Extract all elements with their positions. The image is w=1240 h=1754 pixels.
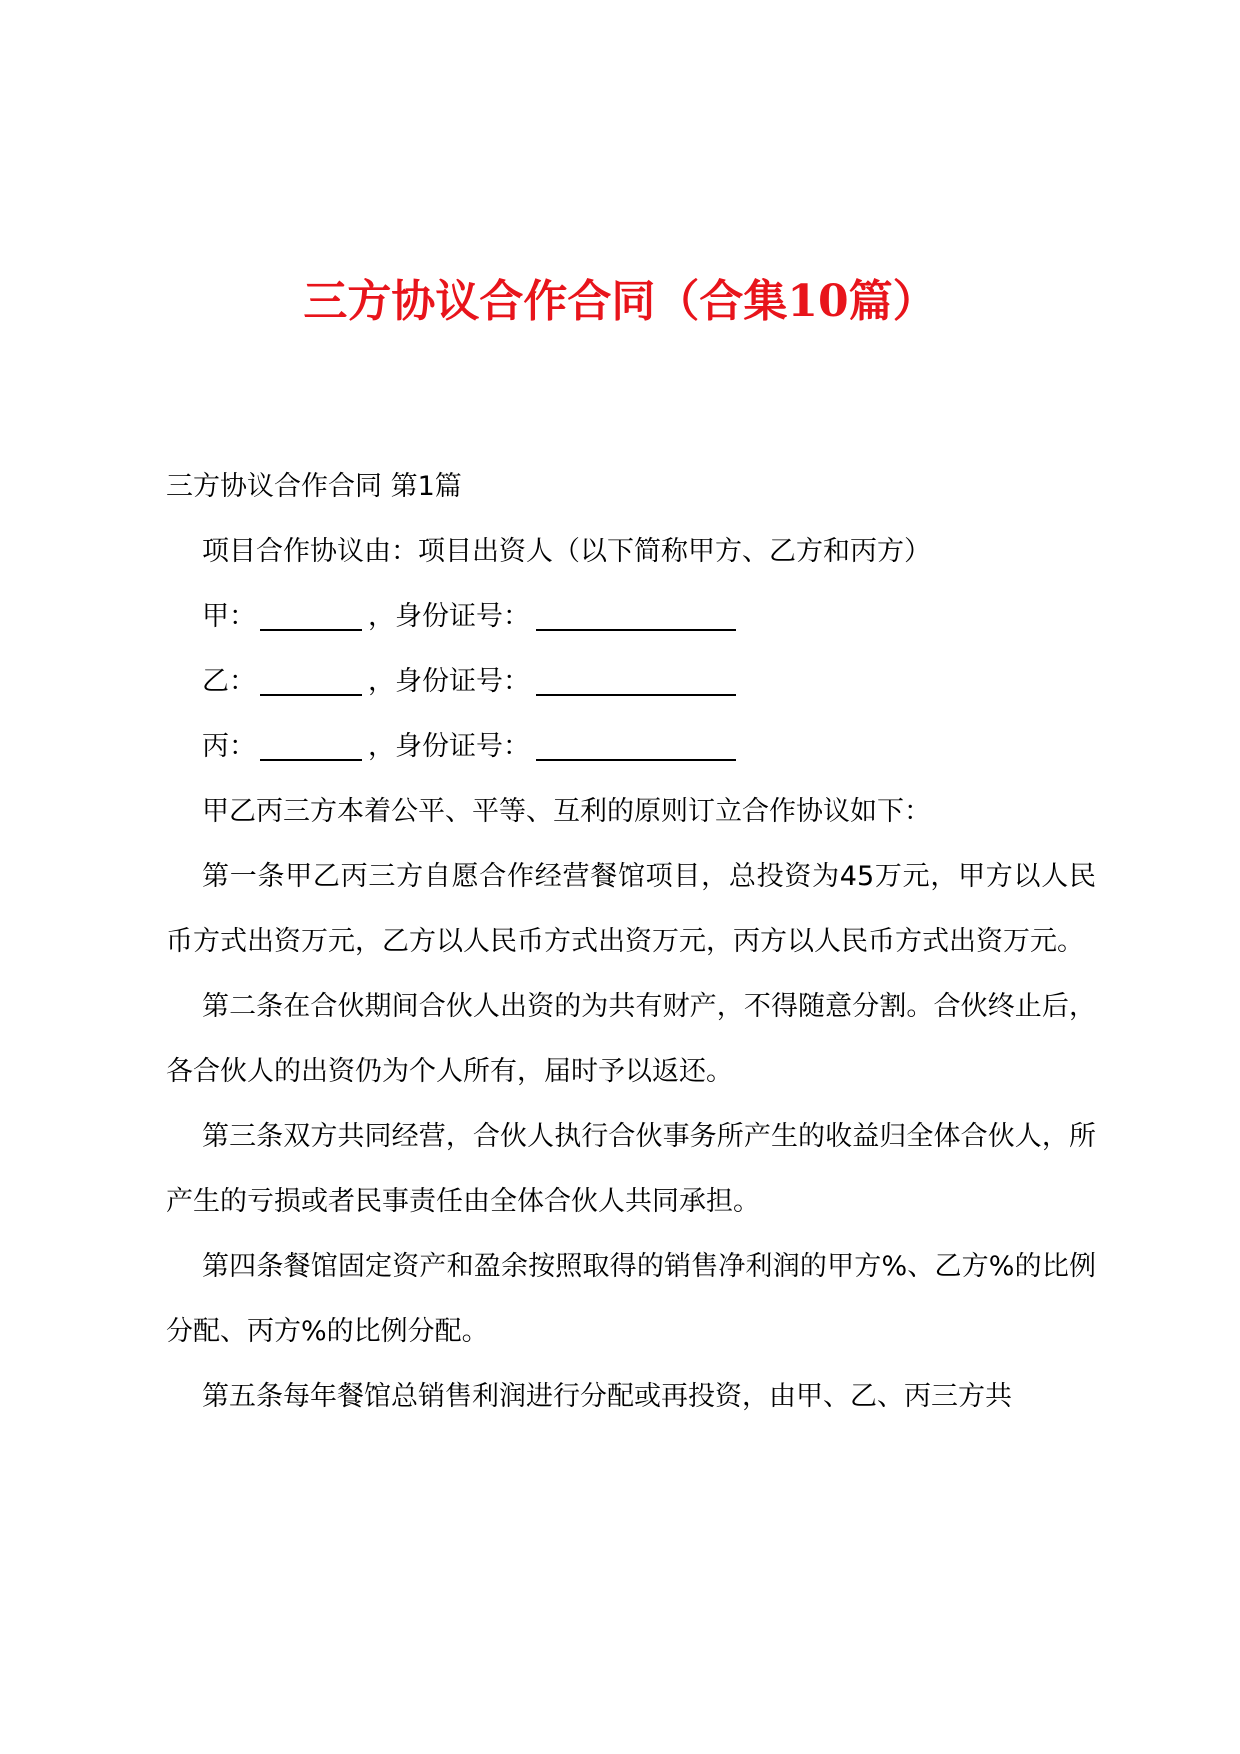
article-4: 第四条餐馆固定资产和盈余按照取得的销售净利润的甲方%、乙方%的比例分配、丙方%的比例分配。 (166, 1251, 1096, 1347)
id-label: ，身份证号： (368, 666, 530, 697)
party-row-jia (166, 584, 1096, 649)
intro-line: 项目合作协议由：项目出资人（以下简称甲方、乙方和丙方） (202, 536, 931, 567)
party-label: 甲： (202, 601, 256, 632)
name-blank (260, 667, 362, 696)
id-blank (536, 732, 736, 761)
party-label: 乙： (202, 666, 256, 697)
id-label: ，身份证号： (368, 601, 530, 632)
section-heading: 三方协议合作合同 第1篇 (166, 471, 462, 502)
id-label: ，身份证号： (368, 731, 530, 762)
name-blank (260, 732, 362, 761)
article-1: 第一条甲乙丙三方自愿合作经营餐馆项目，总投资为45万元，甲方以人民币方式出资万元，乙方以人民币方式出资万元，丙方以人民币方式出资万元。 (166, 861, 1096, 957)
document-body (166, 454, 1096, 1429)
party-row-bing (166, 714, 1096, 779)
name-blank (260, 602, 362, 631)
document-title: 三方协议合作合同（合集10篇） (303, 276, 937, 327)
article-2: 第二条在合伙期间合伙人出资的为共有财产，不得随意分割。合伙终止后，各合伙人的出资仍为个人所有，届时予以返还。 (166, 991, 1096, 1087)
principle-line: 甲乙丙三方本着公平、平等、互利的原则订立合作协议如下： (202, 796, 931, 827)
id-blank (536, 602, 736, 631)
party-row-yi (166, 649, 1096, 714)
party-label: 丙： (202, 731, 256, 762)
article-3: 第三条双方共同经营，合伙人执行合伙事务所产生的收益归全体合伙人，所产生的亏损或者民事责任由全体合伙人共同承担。 (166, 1121, 1096, 1217)
id-blank (536, 667, 736, 696)
article-5: 第五条每年餐馆总销售利润进行分配或再投资，由甲、乙、丙三方共 (202, 1381, 1012, 1412)
